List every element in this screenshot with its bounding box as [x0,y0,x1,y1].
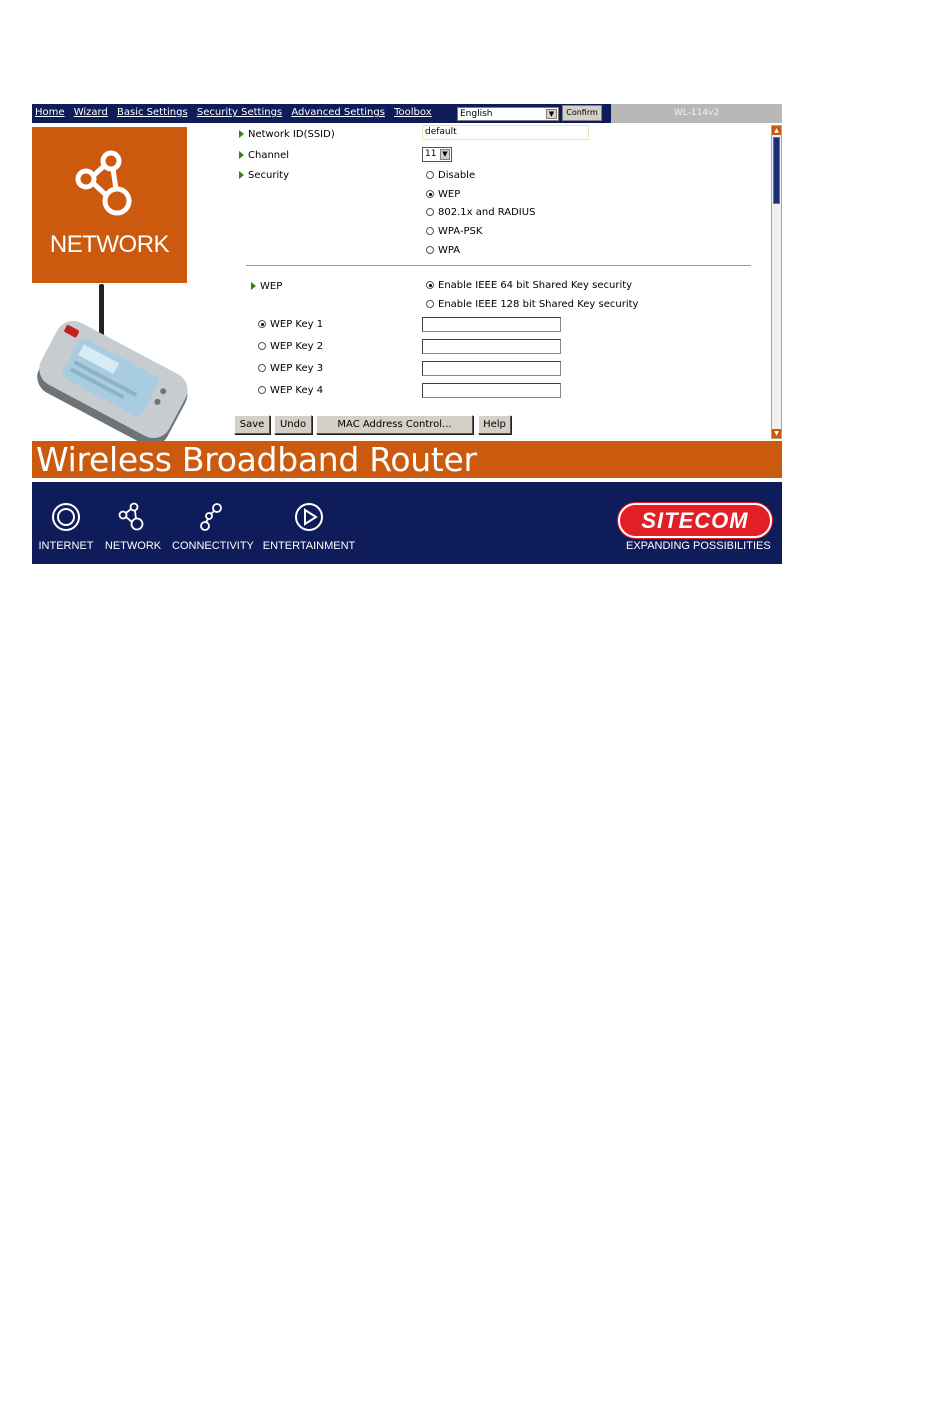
scroll-up-icon[interactable]: ▲ [772,126,781,135]
bottom-nav-label: CONNECTIVITY [172,540,254,552]
connectivity-icon [197,502,227,532]
ssid-label: Network ID(SSID) [239,129,335,140]
radio-selected-icon[interactable] [426,190,434,198]
bottom-nav-label: NETWORK [104,540,162,552]
wep-key-2-option[interactable]: WEP Key 2 [258,341,323,352]
internet-icon [51,502,81,532]
security-option-radius[interactable]: 802.1x and RADIUS [426,207,535,218]
wep-key-1-input[interactable] [422,317,561,332]
language-select[interactable] [457,107,559,121]
radio-icon[interactable] [426,300,434,308]
language-select-value: English [460,109,493,119]
undo-button[interactable]: Undo [274,415,312,434]
model-name: WL-114v2 [611,104,782,123]
nav-link-toolbox[interactable]: Toolbox [394,107,432,118]
radio-icon[interactable] [426,171,434,179]
bottom-nav-label: INTERNET [38,540,94,552]
wep-key-4-option[interactable]: WEP Key 4 [258,385,323,396]
radio-icon[interactable] [426,208,434,216]
scrollbar-thumb[interactable] [773,137,780,204]
security-option-wpa[interactable]: WPA [426,245,460,256]
wep-64bit-option[interactable]: Enable IEEE 64 bit Shared Key security [426,280,632,291]
section-divider [246,265,751,266]
wep-key-3-input[interactable] [422,361,561,376]
bottom-nav-entertainment[interactable] [262,502,356,552]
chevron-down-icon[interactable]: ▼ [440,149,450,160]
arrow-right-icon [239,151,244,159]
scroll-down-icon[interactable]: ▼ [772,429,781,438]
help-button[interactable]: Help [478,415,511,434]
radio-selected-icon[interactable] [258,320,266,328]
security-option-wpa-psk[interactable]: WPA-PSK [426,226,482,237]
channel-select-value: 11 [425,149,437,159]
bottom-nav-internet[interactable] [38,502,94,552]
banner-title: Wireless Broadband Router [36,440,477,479]
nav-link-wizard[interactable]: Wizard [73,107,108,118]
router-admin-page [32,104,782,564]
section-title: NETWORK [49,231,170,258]
nav-link-advanced-settings[interactable]: Advanced Settings [291,107,385,118]
channel-select[interactable] [422,147,452,162]
entertainment-icon [294,502,324,532]
network-icon [72,149,147,224]
radio-icon[interactable] [258,386,266,394]
bottom-nav-network[interactable] [104,502,162,552]
security-label: Security [239,170,289,181]
network-icon [117,502,149,532]
chevron-down-icon[interactable]: ▼ [546,109,557,119]
security-option-wep[interactable]: WEP [426,189,460,200]
nav-link-basic-settings[interactable]: Basic Settings [117,107,188,118]
router-device-image [32,284,192,444]
save-button[interactable]: Save [234,415,270,434]
channel-label: Channel [239,150,289,161]
wep-128bit-option[interactable]: Enable IEEE 128 bit Shared Key security [426,299,638,310]
radio-icon[interactable] [258,342,266,350]
product-banner [32,441,782,478]
arrow-right-icon [251,282,256,290]
nav-links [35,107,438,118]
form-scrollbar[interactable] [771,125,782,439]
wep-key-1-option[interactable]: WEP Key 1 [258,319,323,330]
section-tile-network [32,127,187,283]
top-nav-bar [32,104,782,123]
wep-label: WEP [251,281,282,292]
arrow-right-icon [239,130,244,138]
wep-key-3-option[interactable]: WEP Key 3 [258,363,323,374]
ssid-input[interactable]: default [422,125,589,140]
nav-link-security-settings[interactable]: Security Settings [196,107,283,118]
bottom-nav-bar [32,482,782,564]
bottom-nav-connectivity[interactable] [172,502,252,552]
confirm-button[interactable]: Confirm [562,105,602,121]
bottom-nav-label: ENTERTAINMENT [262,540,356,552]
radio-icon[interactable] [426,227,434,235]
wep-key-4-input[interactable] [422,383,561,398]
security-option-disable[interactable]: Disable [426,170,475,181]
sitecom-logo: SITECOM [618,503,772,538]
wireless-settings-form [232,125,767,440]
wep-key-2-input[interactable] [422,339,561,354]
arrow-right-icon [239,171,244,179]
mac-address-control-button[interactable]: MAC Address Control... [316,415,473,434]
nav-link-home[interactable]: Home [35,107,65,118]
radio-icon[interactable] [426,246,434,254]
radio-selected-icon[interactable] [426,281,434,289]
brand-tagline: EXPANDING POSSIBILITIES [626,540,771,552]
radio-icon[interactable] [258,364,266,372]
